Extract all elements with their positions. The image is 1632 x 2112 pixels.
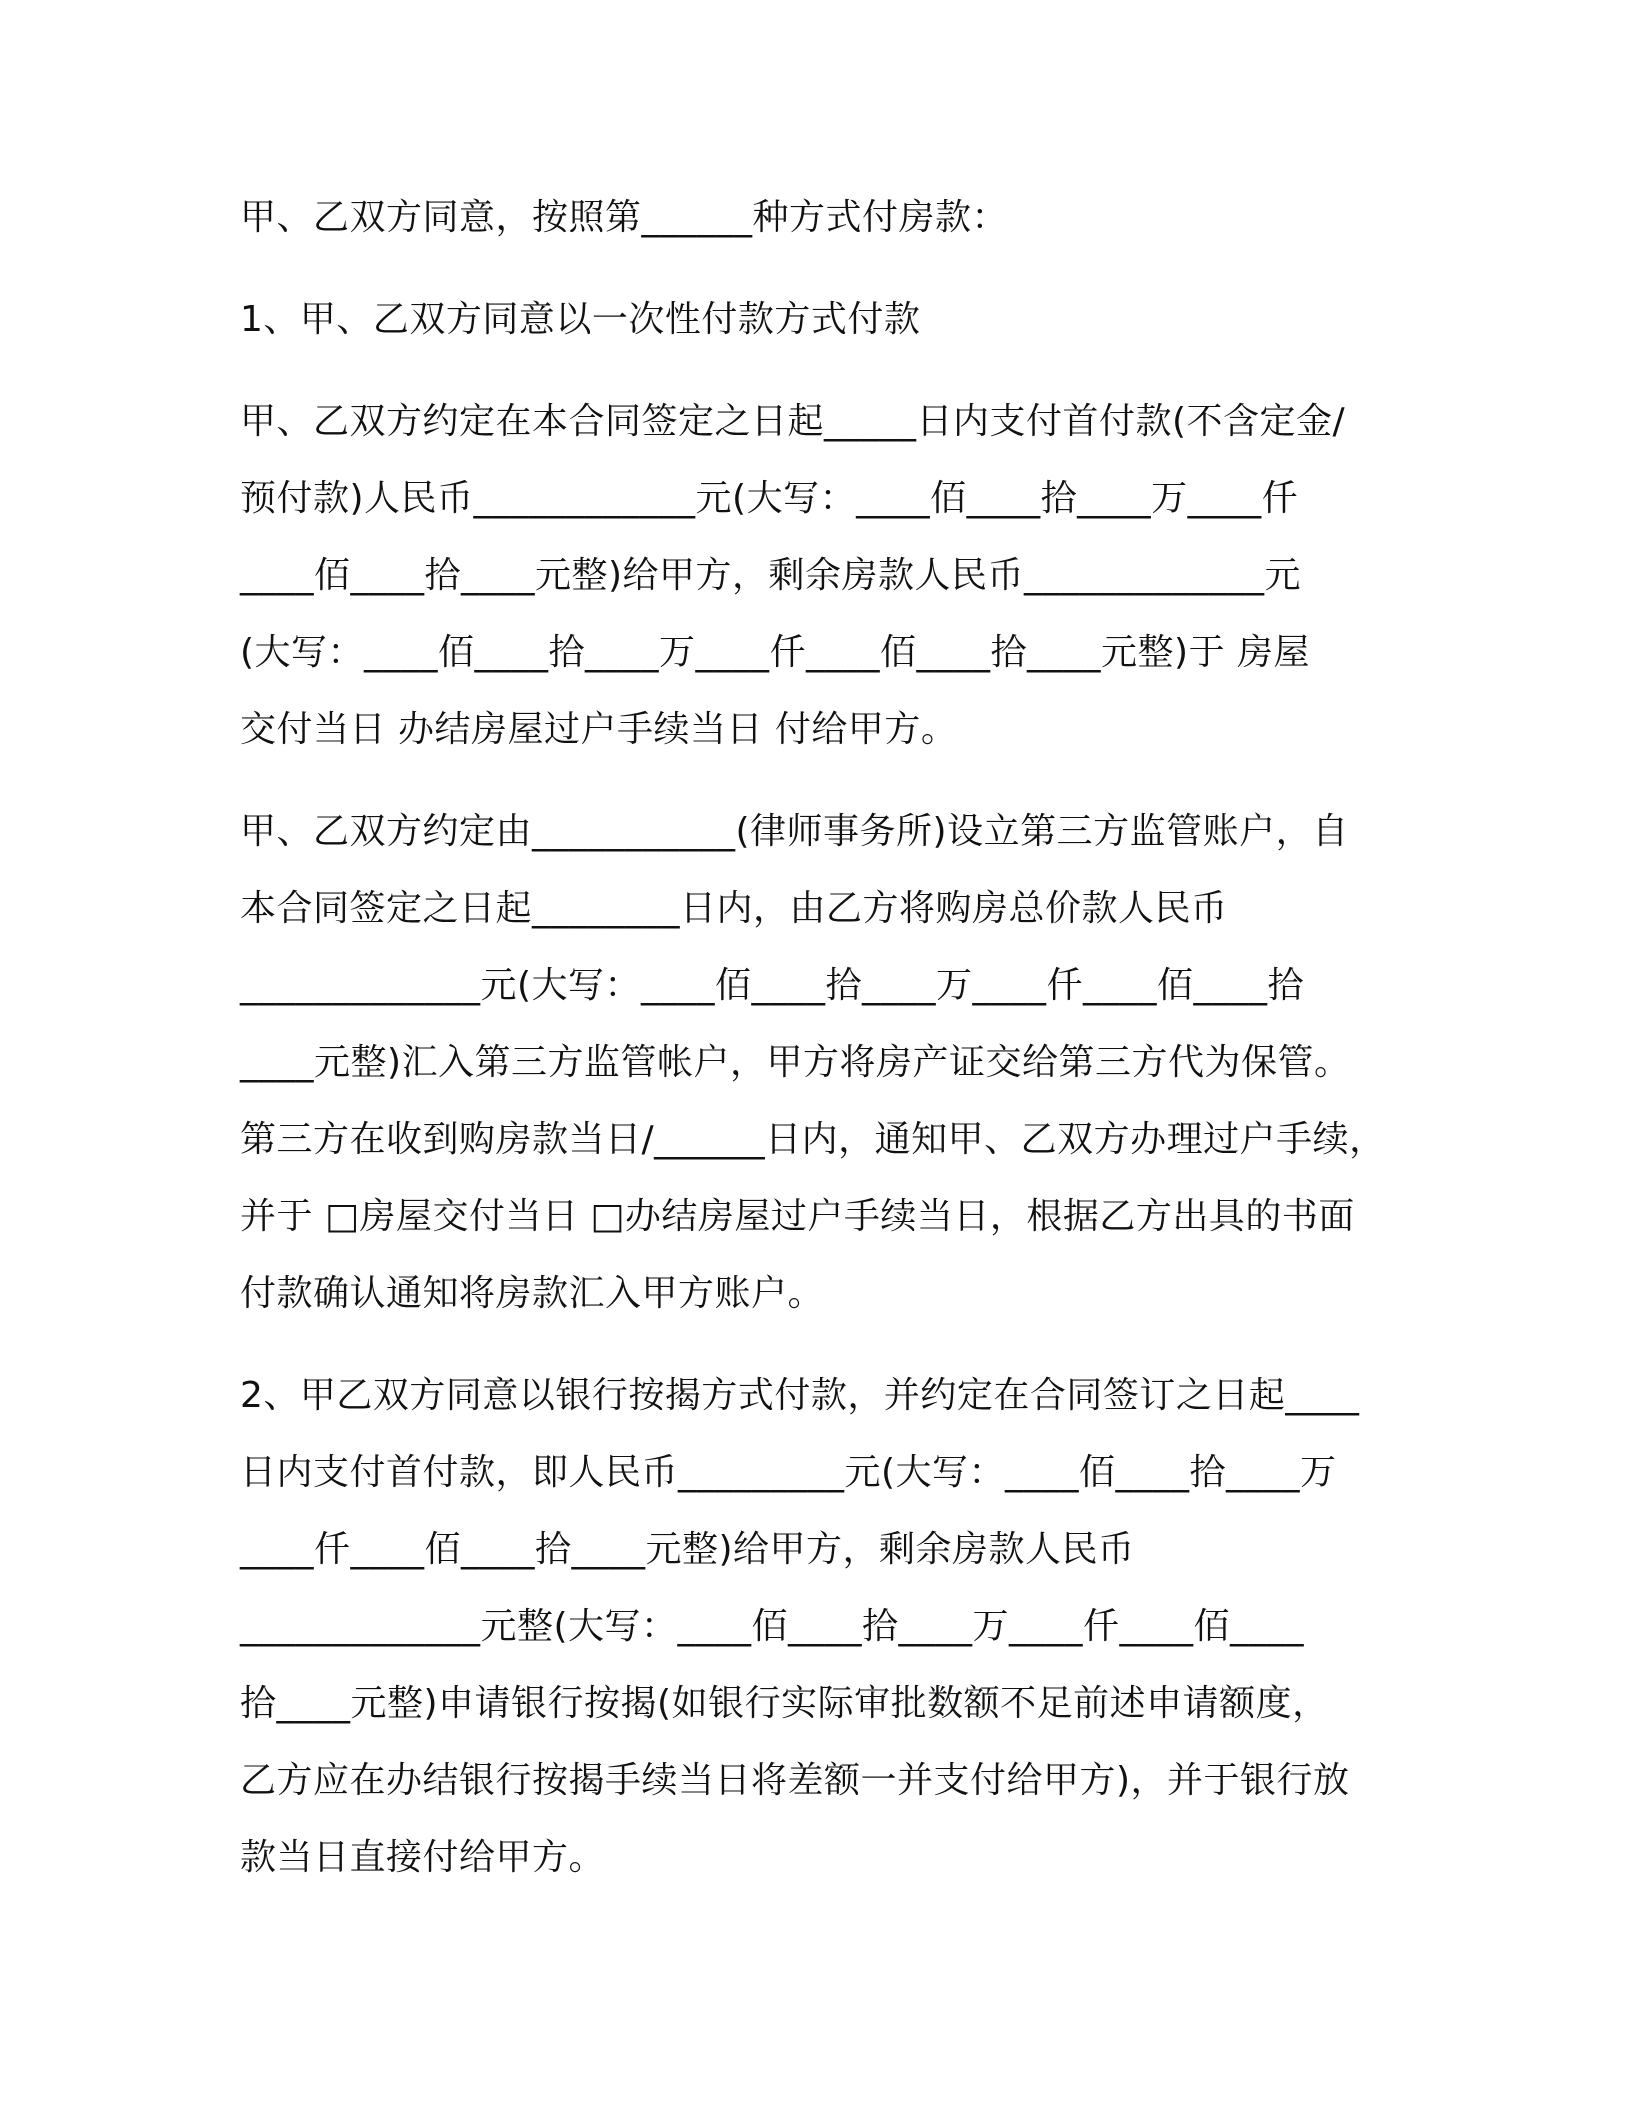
option-1-paragraph-line: (大写：____佰____拾____万____仟____佰____拾____元整)于 房屋 xyxy=(240,632,1311,673)
option-1-paragraph-line: 预付款)人民币____________元(大写：____佰____拾____万____仟 xyxy=(240,478,1299,519)
option-2-paragraph-line: _____________元整(大写：____佰____拾____万____仟____佰____ xyxy=(240,1606,1305,1647)
option-2-paragraph-line: 日内支付首付款，即人民币_________元(大写：____佰____拾____万 xyxy=(240,1452,1337,1493)
escrow-paragraph-line: 付款确认通知将房款汇入甲方账户。 xyxy=(240,1273,825,1314)
escrow-paragraph-line: ____元整)汇入第三方监管帐户，甲方将房产证交给第三方代为保管。 xyxy=(240,1042,1351,1083)
option-2-paragraph-line: 乙方应在办结银行按揭手续当日将差额一并支付给甲方)，并于银行放 xyxy=(240,1760,1350,1801)
payment-method-intro: 甲、乙双方同意，按照第______种方式付房款： xyxy=(240,197,1009,238)
option-1-paragraph-line: ____佰____拾____元整)给甲方，剩余房款人民币_____________元 xyxy=(240,555,1302,596)
option-2-paragraph-line: 款当日直接付给甲方。 xyxy=(240,1837,606,1878)
option-2-paragraph-line: 拾____元整)申请银行按揭(如银行实际审批数额不足前述申请额度， xyxy=(240,1683,1329,1724)
option-1-paragraph-line: 交付当日 办结房屋过户手续当日 付给甲方。 xyxy=(240,709,958,750)
escrow-paragraph-line: 并于 □房屋交付当日 □办结房屋过户手续当日，根据乙方出具的书面 xyxy=(240,1196,1355,1237)
escrow-paragraph-line: 甲、乙双方约定由___________(律师事务所)设立第三方监管账户，自 xyxy=(240,811,1349,852)
escrow-paragraph-line: _____________元(大写：____佰____拾____万____仟____佰____拾 xyxy=(240,965,1305,1006)
escrow-paragraph-line: 第三方在收到购房款当日/______日内，通知甲、乙双方办理过户手续， xyxy=(240,1119,1386,1160)
option-2-paragraph-line: 2、甲乙双方同意以银行按揭方式付款，并约定在合同签订之日起____ xyxy=(240,1375,1360,1416)
option-1-paragraph-line: 甲、乙双方约定在本合同签定之日起_____日内支付首付款(不含定金/ xyxy=(240,401,1346,442)
escrow-paragraph-line: 本合同签定之日起________日内，由乙方将购房总价款人民币 xyxy=(240,888,1228,929)
option-1-heading: 1、甲、乙双方同意以一次性付款方式付款 xyxy=(240,299,921,340)
option-2-paragraph-line: ____仟____佰____拾____元整)给甲方，剩余房款人民币 xyxy=(240,1529,1135,1570)
